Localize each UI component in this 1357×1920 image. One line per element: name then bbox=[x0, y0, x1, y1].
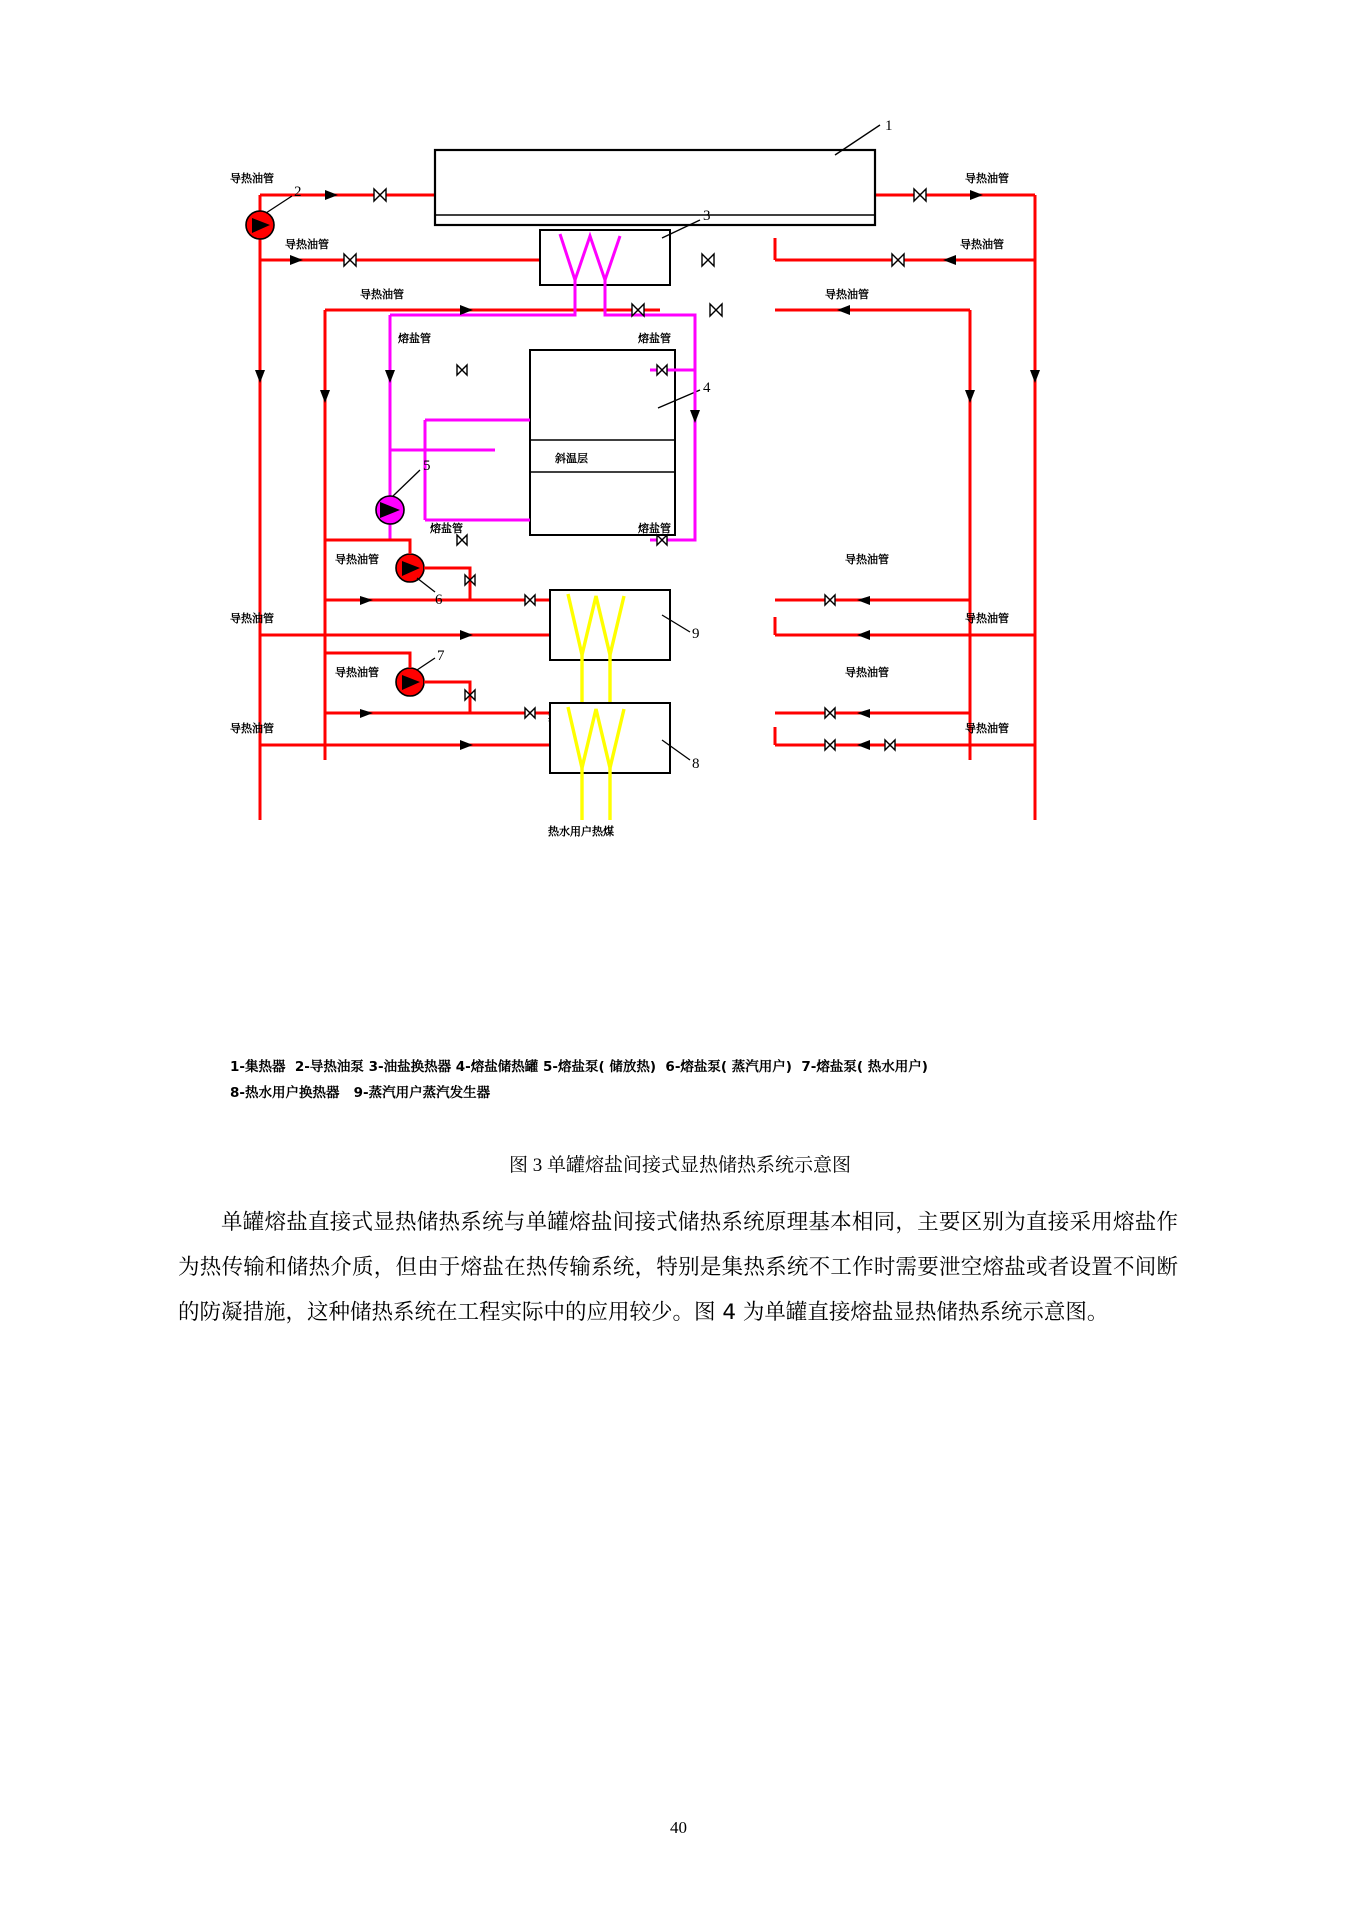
figure-legend bbox=[230, 1055, 1130, 1106]
oil-pipe-label-10: 导热油管 bbox=[965, 612, 1009, 625]
molten-salt-storage-tank bbox=[530, 350, 711, 535]
callout-3: 3 bbox=[703, 208, 711, 224]
oil-pipe-label-11: 导热油管 bbox=[335, 666, 379, 679]
solar-collector-box bbox=[435, 120, 893, 225]
salt-pump-5 bbox=[376, 458, 431, 524]
oil-pipe-label-8: 导热油管 bbox=[845, 553, 889, 566]
hot-water-exchanger bbox=[548, 703, 700, 838]
callout-9: 9 bbox=[692, 626, 700, 642]
oil-pipe-label-7: 导热油管 bbox=[335, 553, 379, 566]
oil-pipe-label-5: 导热油管 bbox=[360, 288, 404, 301]
oil-pipe-label-12: 导热油管 bbox=[845, 666, 889, 679]
oil-pipe-label-4: 导热油管 bbox=[960, 238, 1004, 251]
callout-6: 6 bbox=[435, 592, 443, 608]
hotwater-user-label: 热水用户热煤 bbox=[548, 825, 614, 838]
figure-caption: 图 3 单罐熔盐间接式显热储热系统示意图 bbox=[508, 1155, 851, 1176]
oil-pipe-label-14: 导热油管 bbox=[965, 722, 1009, 735]
callout-5: 5 bbox=[423, 458, 431, 474]
legend-line-2: 8-热水用户换热器 9-蒸汽用户蒸汽发生器 bbox=[230, 1084, 491, 1101]
oil-pipe-label-3: 导热油管 bbox=[285, 238, 329, 251]
legend-line-1: 1-集热器 2-导热油泵 3-油盐换热器 4-熔盐储热罐 5-熔盐泵( 储放热) 6-熔盐泵( 蒸汽用户) 7-熔盐泵( 热水用户) bbox=[230, 1059, 928, 1075]
oil-pump-7 bbox=[325, 648, 470, 713]
callout-2: 2 bbox=[294, 184, 302, 200]
body-paragraph-container bbox=[178, 1200, 1178, 1335]
callout-4: 4 bbox=[703, 380, 711, 396]
oil-pump-2 bbox=[246, 184, 302, 239]
system-schematic-diagram bbox=[230, 120, 1130, 1050]
oil-pipe-label-2: 导热油管 bbox=[965, 172, 1009, 185]
oil-pipe-label-9: 导热油管 bbox=[230, 612, 274, 625]
body-paragraph: 单罐熔盐直接式显热储热系统与单罐熔盐间接式储热系统原理基本相同，主要区别为直接采用熔盐作为热传输和储热介质，但由于熔盐在热传输系统，特别是集热系统不工作时需要泄空熔盐或者设置不间断的防凝措施，这种储热系统在工程实际中的应用较少。图 4 为单罐直接熔盐显热储热系统示意图。 bbox=[178, 1210, 1178, 1325]
salt-pipe-label-2: 熔盐管 bbox=[638, 332, 671, 345]
page-number: 40 bbox=[670, 1818, 687, 1837]
oil-pipe-label-6: 导热油管 bbox=[825, 288, 869, 301]
salt-pipe-label-1: 熔盐管 bbox=[398, 332, 431, 345]
callout-1: 1 bbox=[885, 120, 893, 134]
figure-3 bbox=[230, 120, 1130, 1176]
oil-pipe-label-1: 导热油管 bbox=[230, 172, 274, 185]
oil-pipe-label-13: 导热油管 bbox=[230, 722, 274, 735]
oil-pump-6 bbox=[325, 540, 470, 608]
salt-pipe-label-4: 熔盐管 bbox=[638, 522, 671, 535]
thermocline-label: 斜温层 bbox=[555, 452, 588, 465]
salt-pipe-label-3: 熔盐管 bbox=[430, 522, 463, 535]
callout-8: 8 bbox=[692, 756, 700, 772]
callout-7: 7 bbox=[437, 648, 445, 664]
